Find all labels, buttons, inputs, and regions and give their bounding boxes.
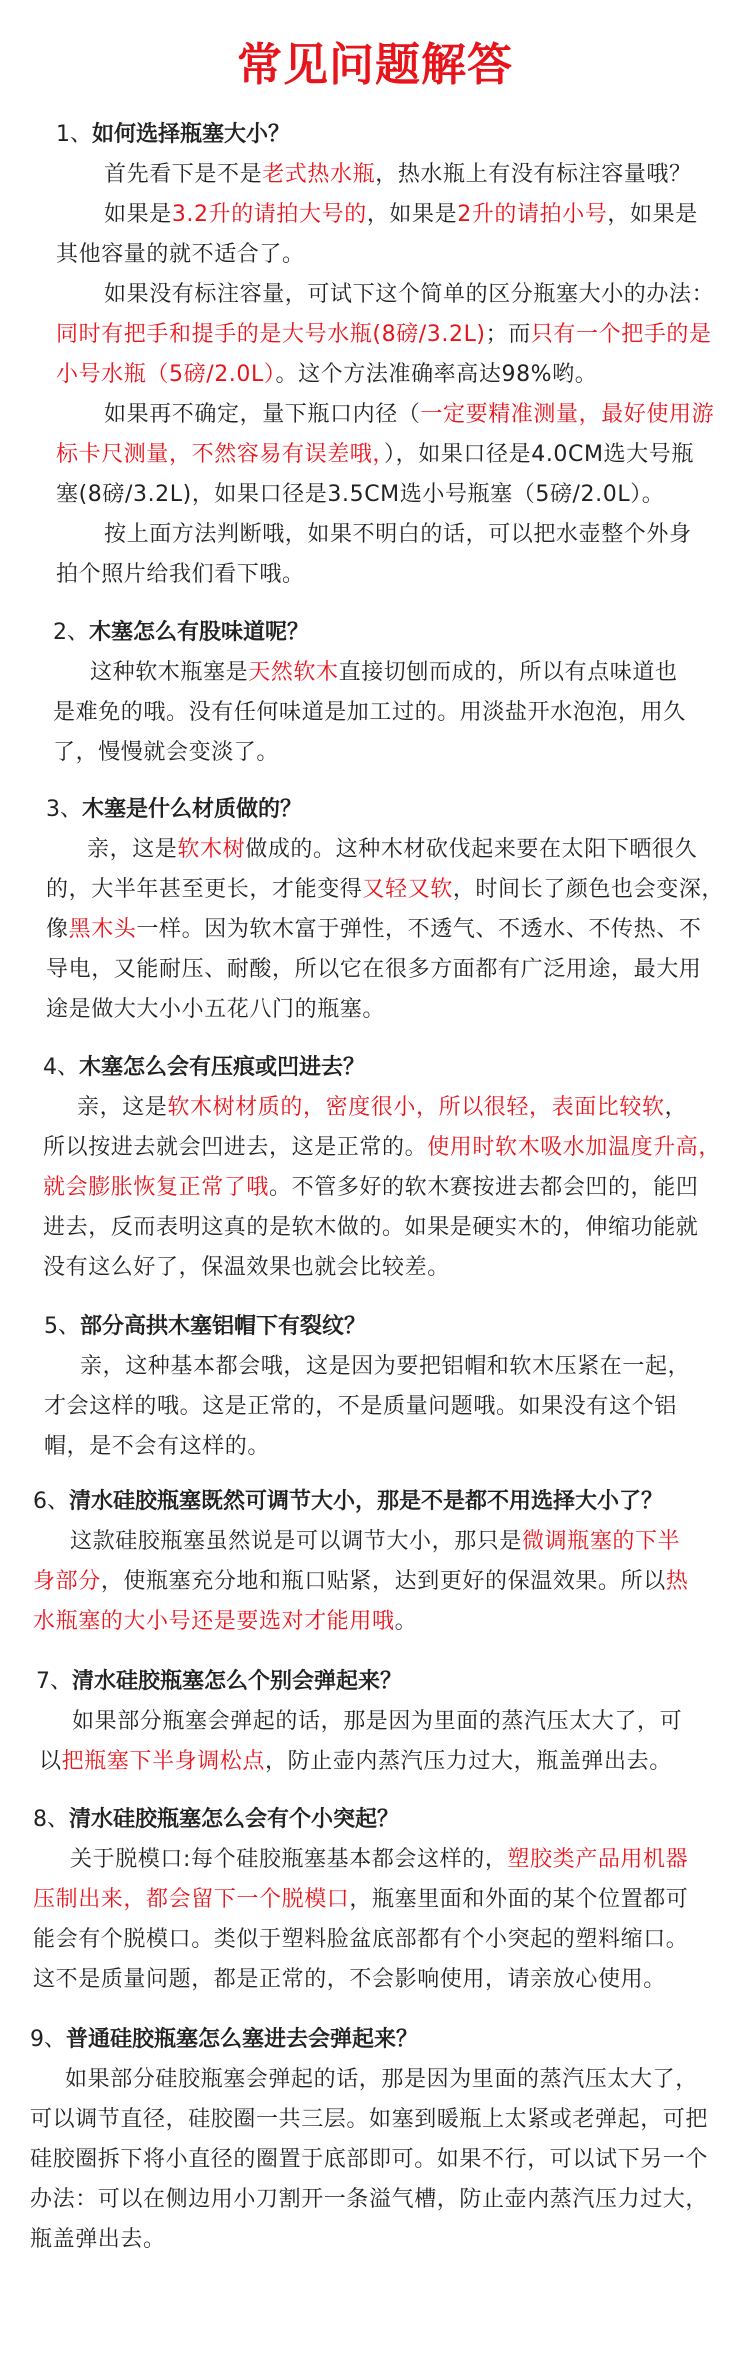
answer-text: 一样。因为软木富于弹性，不透气、不透水、不传热、不 [136, 917, 702, 942]
highlighted-text: 只有一个把手的是 [530, 322, 712, 347]
highlighted-text: 身部分 [33, 1569, 101, 1594]
answer-line [33, 1880, 688, 1920]
question-text: 部分高拱木塞铝帽下有裂纹？ [80, 1314, 367, 1339]
answer-text: 亲，这是 [87, 837, 178, 862]
answer-text: 如果部分瓶塞会弹起的话，那是因为里面的蒸汽压太大了，可 [72, 1709, 683, 1734]
answer-line [43, 1128, 721, 1168]
answer-text: ，如果是 [607, 202, 698, 227]
answer-line [104, 195, 698, 235]
highlighted-text: 压制出来，都会留下一个脱模口 [33, 1887, 350, 1912]
answer-text: 如果没有标注容量，可试下这个简单的区分瓶塞大小的办法： [104, 282, 715, 307]
question-number: 2、 [53, 620, 89, 645]
highlighted-text: 又轻又软 [362, 877, 453, 902]
answer-text: 可以调节直径，硅胶圈一共三层。如塞到暖瓶上太紧或老弹起，可把 [30, 2107, 709, 2132]
highlighted-text: 热 [665, 1569, 689, 1594]
highlighted-text: 黑木头 [68, 917, 137, 942]
answer-text: 进去，反而表明这真的是软木做的。如果是硬实木的，伸缩功能就 [43, 1215, 699, 1240]
faq-question [33, 1800, 399, 1840]
answer-line [87, 830, 697, 870]
answer-line [44, 1387, 677, 1427]
question-text: 木塞怎么会有压痕或凹进去？ [79, 1055, 366, 1080]
answer-line [30, 2100, 708, 2140]
answer-text: ，防止壶内蒸汽压力过大，瓶盖弹出去。 [265, 1749, 672, 1774]
answer-text: 其他容量的就不适合了。 [56, 242, 305, 267]
question-text: 木塞怎么有股味道呢？ [89, 620, 310, 645]
answer-text: ，时间长了颜色也会变深， [452, 877, 725, 902]
answer-line [104, 515, 692, 555]
answer-text: 按上面方法判断哦，如果不明白的话，可以把水壶整个外身 [104, 522, 692, 547]
answer-line [53, 693, 686, 733]
answer-text: 了，慢慢就会变淡了。 [53, 740, 280, 765]
answer-line [56, 235, 305, 275]
question-number: 6、 [33, 1489, 69, 1514]
highlighted-text: 小号水瓶（5磅/2.0L） [56, 362, 276, 387]
answer-text: 如果部分硅胶瓶塞会弹起的话，那是因为里面的蒸汽压太大了， [65, 2067, 698, 2092]
faq-question [56, 115, 290, 155]
answer-text: ，热水瓶上有没有标注容量哦？ [375, 162, 692, 187]
highlighted-text: 3.2升的请拍大号的 [171, 202, 367, 227]
faq-question [30, 2020, 418, 2060]
answer-text: 直接切刨而成的，所以有点味道也 [338, 660, 678, 685]
answer-line [56, 555, 305, 595]
question-text: 木塞是什么材质做的？ [82, 797, 303, 822]
answer-line [80, 1347, 690, 1387]
answer-text: 像 [46, 917, 69, 942]
answer-line [104, 395, 714, 435]
question-number: 1、 [56, 122, 92, 147]
answer-text: ；而 [485, 322, 531, 347]
answer-line [104, 155, 692, 195]
answer-text: 没有这么好了，保温效果也就会比较差。 [43, 1255, 450, 1280]
answer-line [70, 1522, 680, 1562]
answer-text: 办法：可以在侧边用小刀割开一条溢气槽，防止壶内蒸汽压力过大， [30, 2187, 709, 2212]
highlighted-text: 就会膨胀恢复正常了哦 [43, 1175, 270, 1200]
answer-text: 。这个方法准确率高达98%哟。 [275, 362, 598, 387]
answer-text: 首先看下是不是 [104, 162, 263, 187]
question-text: 如何选择瓶塞大小？ [92, 122, 291, 147]
answer-line [70, 1840, 688, 1880]
answer-line [43, 1168, 698, 1208]
answer-text: ，如果是 [366, 202, 458, 227]
answer-line [33, 1602, 417, 1642]
answer-text: 拍个照片给我们看下哦。 [56, 562, 305, 587]
faq-question [43, 1048, 365, 1088]
answer-line [46, 950, 701, 990]
answer-text: 途是做大大小小五花八门的瓶塞。 [46, 997, 386, 1022]
answer-text: 是难免的哦。没有任何味道是加工过的。用淡盐开水泡泡，用久 [53, 700, 686, 725]
answer-text: 这种软木瓶塞是 [90, 660, 249, 685]
highlighted-text: 微调瓶塞的下半 [522, 1529, 681, 1554]
faq-question [33, 1482, 663, 1522]
highlighted-text: 一定要精准测量，最好使用游 [420, 402, 715, 427]
answer-text: 。不管多好的软木赛按进去都会凹的，能凹 [269, 1175, 699, 1200]
answer-line [53, 733, 279, 773]
highlighted-text: 塑胶类产品用机器 [507, 1847, 689, 1872]
answer-text: 帽，是不会有这样的。 [44, 1434, 271, 1459]
answer-text: 这款硅胶瓶塞虽然说是可以调节大小，那只是 [70, 1529, 523, 1554]
answer-text: 亲，这种基本都会哦，这是因为要把铝帽和软木压紧在一起， [80, 1354, 691, 1379]
answer-text: 关于脱模口:每个硅胶瓶塞基本都会这样的， [70, 1847, 508, 1872]
answer-line [33, 1960, 666, 2000]
answer-line [33, 1920, 688, 1960]
answer-line [56, 315, 712, 355]
answer-line [56, 355, 597, 395]
highlighted-text: 把瓶塞下半身调松点 [61, 1749, 266, 1774]
question-text: 清水硅胶瓶塞怎么会有个小突起？ [69, 1807, 400, 1832]
question-number: 3、 [46, 797, 82, 822]
answer-text: 的，大半年甚至更长，才能变得 [46, 877, 363, 902]
question-text: 清水硅胶瓶塞怎么个别会弹起来？ [72, 1669, 403, 1694]
question-number: 7、 [36, 1669, 72, 1694]
answer-line [65, 2060, 698, 2100]
answer-line [39, 1742, 672, 1782]
question-text: 清水硅胶瓶塞既然可调节大小，那是不是都不用选择大小了？ [69, 1489, 664, 1514]
page-title: 常见问题解答 [236, 38, 513, 91]
highlighted-text: 标卡尺测量，不然容易有误差哦， [56, 442, 385, 467]
answer-line [44, 1427, 270, 1467]
highlighted-text: 天然软木 [248, 660, 339, 685]
answer-text: 硅胶圈拆下将小直径的圈置于底部即可。如果不行，可以试下另一个 [30, 2147, 709, 2172]
question-number: 5、 [44, 1314, 80, 1339]
answer-text: 塞(8磅/3.2L)，如果口径是3.5CM选小号瓶塞（5磅/2.0L）。 [56, 482, 665, 507]
answer-line [46, 990, 385, 1030]
highlighted-text: 软木树材质的，密度很小，所以很轻，表面比较软 [167, 1095, 665, 1120]
faq-question [46, 790, 302, 830]
answer-line [77, 1088, 687, 1128]
question-number: 9、 [30, 2027, 66, 2052]
answer-text: 如果是 [104, 202, 172, 227]
answer-text: 做成的。这种木材砍伐起来要在太阳下晒很久 [245, 837, 698, 862]
answer-line [30, 2140, 708, 2180]
answer-line [90, 653, 678, 693]
answer-text: 如果再不确定，量下瓶口内径（ [104, 402, 421, 427]
answer-text: 导电，又能耐压、耐酸，所以它在很多方面都有广泛用途，最大用 [46, 957, 702, 982]
answer-line [72, 1702, 682, 1742]
faq-question [44, 1307, 366, 1347]
answer-text: 所以按进去就会凹进去，这是正常的。 [43, 1135, 428, 1160]
answer-text: 能会有个脱模口。类似于塑料脸盆底部都有个小突起的塑料缩口。 [33, 1927, 689, 1952]
highlighted-text: 老式热水瓶 [262, 162, 376, 187]
question-number: 4、 [43, 1055, 79, 1080]
answer-text: ，瓶塞里面和外面的某个位置都可 [349, 1887, 689, 1912]
answer-line [46, 910, 701, 950]
answer-line [30, 2220, 166, 2260]
answer-text: 这不是质量问题，都是正常的，不会影响使用，请亲放心使用。 [33, 1967, 666, 1992]
answer-text: 亲，这是 [77, 1095, 168, 1120]
highlighted-text: 2升的请拍小号 [457, 202, 608, 227]
answer-text: 瓶盖弹出去。 [30, 2227, 166, 2252]
highlighted-text: 软木树 [177, 837, 246, 862]
answer-line [56, 475, 664, 515]
faq-question [53, 613, 309, 653]
answer-line [56, 435, 694, 475]
question-number: 8、 [33, 1807, 69, 1832]
highlighted-text: 使用时软木吸水加温度升高， [427, 1135, 722, 1160]
question-text: 普通硅胶瓶塞怎么塞进去会弹起来？ [66, 2027, 419, 2052]
faq-question [36, 1662, 402, 1702]
answer-line [46, 870, 724, 910]
answer-text: 。 [394, 1609, 418, 1634]
answer-text: ， [664, 1095, 688, 1120]
answer-text: ，使瓶塞充分地和瓶口贴紧，达到更好的保温效果。所以 [100, 1569, 666, 1594]
answer-line [43, 1208, 698, 1248]
answer-text: ），如果口径是4.0CM选大号瓶 [384, 442, 694, 467]
answer-text: 才会这样的哦。这是正常的，不是质量问题哦。如果没有这个铝 [44, 1394, 677, 1419]
answer-line [104, 275, 714, 315]
answer-line [30, 2180, 708, 2220]
answer-line [33, 1562, 688, 1602]
answer-line [43, 1248, 450, 1288]
answer-text: 以 [39, 1749, 62, 1774]
highlighted-text: 同时有把手和提手的是大号水瓶(8磅/3.2L) [56, 322, 486, 347]
highlighted-text: 水瓶塞的大小号还是要选对才能用哦 [33, 1609, 395, 1634]
